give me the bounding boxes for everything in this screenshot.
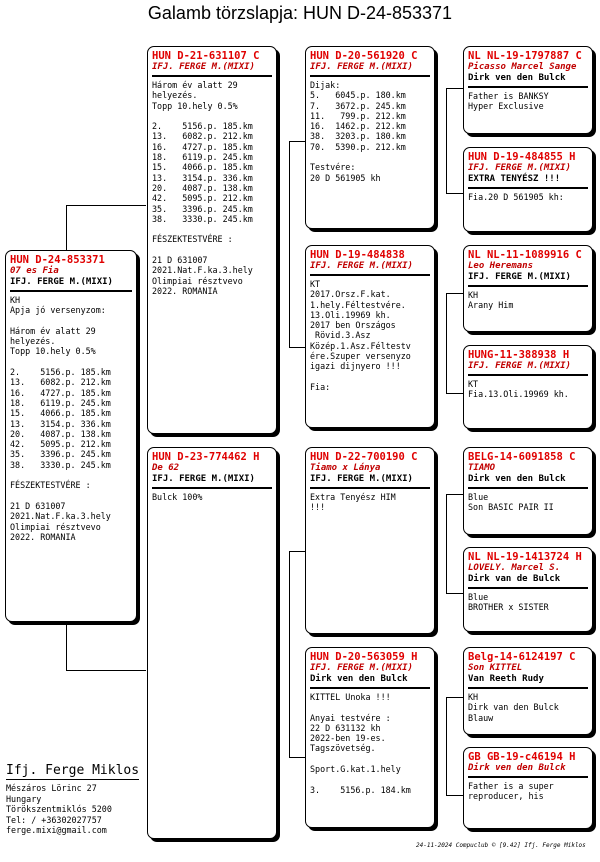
connector <box>66 205 67 251</box>
note-line: Anyai testvére : <box>310 712 391 723</box>
note-line: 16. 4727.p. 185.km <box>152 141 253 152</box>
connector <box>446 795 464 796</box>
note-line: 38. 3330.p. 245.km <box>152 213 253 224</box>
card-divider <box>468 86 588 88</box>
pedigree-card-ggp-1[interactable] <box>463 46 593 134</box>
connector <box>446 697 447 796</box>
note-line: reproducer, his <box>468 791 544 802</box>
connector <box>446 494 447 594</box>
note-line: 35. 3396.p. 245.km <box>152 203 253 214</box>
note-line: 20 D 561905 kh <box>310 172 381 183</box>
note-line: Három év alatt 29 <box>10 325 96 336</box>
ring-number: NL NL-19-1797887 C <box>468 50 582 62</box>
note-line: 21 D 631007 <box>152 255 208 266</box>
note-line: Topp 10.hely 0.5% <box>152 100 238 111</box>
breeder-divider <box>6 779 139 780</box>
ring-number: HUN D-24-853371 <box>10 254 105 266</box>
ring-number: HUN D-20-561920 C <box>310 50 418 62</box>
pedigree-card-subject[interactable] <box>5 250 137 622</box>
connector <box>446 494 464 495</box>
note-line: 11. 799.p. 212.km <box>310 110 406 121</box>
pedigree-card-sire-sire[interactable] <box>305 46 435 229</box>
ring-number: HUN D-19-484855 H <box>468 151 576 163</box>
card-notes <box>310 279 430 392</box>
pedigree-card-dam[interactable] <box>147 447 277 839</box>
note-line: Blue <box>468 492 489 502</box>
breeder-name: Ifj. Ferge Miklos <box>6 763 140 778</box>
note-line: 13.Oli.19969 kh. <box>310 309 391 320</box>
owner-name: EXTRA TENYÉSZ !!! <box>468 174 561 184</box>
note-line: 16. 1462.p. 212.km <box>310 121 406 132</box>
connector <box>66 205 146 206</box>
ring-number: NL NL-19-1413724 H <box>468 551 582 563</box>
note-line: Arany Him <box>468 300 514 311</box>
owner-name: Van Reeth Rudy <box>468 674 544 684</box>
note-line: Dirk van den Bulck <box>468 702 559 713</box>
note-line: Közép.1.Asz.Féltestv <box>310 340 411 351</box>
pedigree-card-sire[interactable] <box>147 46 277 434</box>
note-line <box>152 111 272 121</box>
note-line: ére.Szuper versenyzo <box>310 351 411 362</box>
owner-name: IFJ. FERGE M.(MIXI) <box>152 474 255 484</box>
card-notes <box>10 295 132 542</box>
note-line: 7. 3672.p. 245.km <box>310 100 406 111</box>
pigeon-name: IFJ. FERGE M.(MIXI) <box>468 163 571 173</box>
pedigree-card-ggp-7[interactable] <box>463 647 593 735</box>
note-line: 35. 3396.p. 245.km <box>10 449 111 460</box>
pigeon-name: IFJ. FERGE M.(MIXI) <box>152 62 255 72</box>
connector <box>66 670 146 671</box>
note-line: 2022. ROMANIA <box>152 285 218 296</box>
card-divider <box>310 274 430 276</box>
note-line: 18. 6119.p. 245.km <box>152 152 253 163</box>
note-line: KITTEL Unoka !!! <box>310 692 391 702</box>
note-line: 2017 ben Országos <box>310 320 396 331</box>
pigeon-name: Leo Heremans <box>468 261 534 271</box>
note-line: 15. 4066.p. 185.km <box>10 408 111 419</box>
note-line: KH <box>468 692 479 702</box>
card-notes <box>468 379 588 400</box>
breeder-info <box>6 763 139 836</box>
connector <box>66 621 67 671</box>
card-divider <box>468 285 588 287</box>
breeder-city: Törökszentmiklós 5200 <box>6 804 112 814</box>
note-line: 15. 4066.p. 185.km <box>152 162 253 173</box>
note-line: KH <box>10 295 21 305</box>
card-divider <box>310 687 430 689</box>
note-line: Hyper Exclusive <box>468 101 544 112</box>
note-line: 2022-ben 19-es. <box>310 733 386 744</box>
pedigree-card-ggp-5[interactable] <box>463 447 593 535</box>
pigeon-name: IFJ. FERGE M.(MIXI) <box>310 261 413 271</box>
card-divider <box>468 687 588 689</box>
note-line: 42. 5095.p. 212.km <box>152 193 253 204</box>
ring-number: GB GB-19-c46194 H <box>468 751 576 763</box>
pigeon-name: IFJ. FERGE M.(MIXI) <box>468 361 571 371</box>
ring-number: HUN D-23-774462 H <box>152 451 260 463</box>
note-line: Testvére: <box>310 162 356 173</box>
note-line <box>310 702 430 712</box>
note-line: 2017.Orsz.F.kat. <box>310 289 391 300</box>
card-divider <box>10 290 132 292</box>
note-line: 2021.Nat.F.ka.3.hely <box>10 511 111 522</box>
note-line: Olimpiai résztvevo <box>10 521 101 532</box>
note-line: Topp 10.hely 0.5% <box>10 346 96 357</box>
note-line <box>310 372 430 382</box>
pedigree-card-dam-dam[interactable] <box>305 647 435 828</box>
note-line: helyezés. <box>152 90 198 101</box>
note-line: KT <box>468 379 479 389</box>
note-line: 2. 5156.p. 185.km <box>10 367 111 378</box>
owner-name: Dirk van de Bulck <box>468 574 561 584</box>
owner-name: IFJ. FERGE M.(MIXI) <box>468 272 571 282</box>
pigeon-name: IFJ. FERGE M.(MIXI) <box>310 62 413 72</box>
pigeon-name: Dirk ven den Bulck <box>468 763 566 773</box>
note-line: Blue <box>468 592 489 602</box>
note-line: Olimpiai résztvevo <box>152 275 243 286</box>
connector <box>446 88 464 89</box>
pigeon-name: TIAMO <box>468 463 496 473</box>
note-line: Rövid.3.Asz <box>310 330 371 341</box>
ring-number: HUN D-21-631107 C <box>152 50 260 62</box>
card-notes <box>310 692 430 795</box>
note-line: Fia.20 D 561905 kh: <box>468 192 564 202</box>
note-line <box>152 245 272 255</box>
card-divider <box>468 187 588 189</box>
card-notes <box>310 80 430 183</box>
note-line <box>10 316 132 326</box>
owner-name: IFJ. FERGE M.(MIXI) <box>310 474 413 484</box>
card-notes <box>310 492 430 513</box>
connector <box>446 193 464 194</box>
ring-number: HUN D-22-700190 C <box>310 451 418 463</box>
note-line: KH <box>468 290 479 300</box>
note-line: 38. 3330.p. 245.km <box>10 459 111 470</box>
note-line: 16. 4727.p. 185.km <box>10 387 111 398</box>
note-line: Három év alatt 29 <box>152 80 238 90</box>
note-line: Extra Tenyész HIM <box>310 492 396 502</box>
connector <box>446 293 464 294</box>
note-line: 1.hely.Féltestvére. <box>310 299 406 310</box>
note-line: 2022. ROMANIA <box>10 531 76 542</box>
note-line: FÉSZEKTESTVÉRE : <box>10 480 91 491</box>
note-line <box>310 774 430 784</box>
note-line: Blauw <box>468 712 494 723</box>
note-line: Fia.13.Oli.19969 kh. <box>468 389 569 400</box>
card-notes <box>468 781 588 802</box>
card-divider <box>152 487 272 489</box>
note-line: 13. 6082.p. 212.km <box>10 377 111 388</box>
connector <box>289 551 290 758</box>
connector <box>446 293 447 394</box>
note-line <box>310 152 430 162</box>
note-line: 20. 4087.p. 138.km <box>10 428 111 439</box>
note-line: 5. 6045.p. 180.km <box>310 90 406 101</box>
note-line: Bulck 100% <box>152 492 203 502</box>
note-line: Father is BANKSY <box>468 91 549 101</box>
breeder-phone: Tel: / +36302027757 <box>6 814 102 825</box>
ring-number: BELG-14-6091858 C <box>468 451 576 463</box>
card-notes <box>468 192 588 202</box>
note-line: 22 D 631132 kh <box>310 722 381 733</box>
breeder-email[interactable]: ferge.mixi@gmail.com <box>6 825 107 835</box>
note-line <box>10 357 132 367</box>
note-line: 18. 6119.p. 245.km <box>10 397 111 408</box>
note-line: KT <box>310 279 321 289</box>
note-line: 13. 3154.p. 336.km <box>152 172 253 183</box>
pedigree-card-ggp-4[interactable] <box>463 345 593 429</box>
breeder-address: Mészáros Lörinc 27 <box>6 783 97 793</box>
note-line: Tagszövetség. <box>310 743 376 754</box>
note-line: Fia: <box>310 381 331 392</box>
note-line <box>152 224 272 234</box>
card-notes <box>468 290 588 311</box>
pedigree-card-sire-dam[interactable] <box>305 245 435 428</box>
card-notes <box>152 492 272 502</box>
connector <box>446 393 464 394</box>
page-title: Galamb törzslapja: HUN D-24-853371 <box>147 3 453 23</box>
note-line: Dijak: <box>310 80 341 90</box>
pigeon-name: LOVELY. Marcel S. <box>468 563 561 573</box>
connector <box>289 141 290 348</box>
card-notes <box>468 492 588 513</box>
owner-name: Dirk ven den Bulck <box>468 73 566 83</box>
note-line: 20. 4087.p. 138.km <box>152 182 253 193</box>
note-line: 2021.Nat.F.ka.3.hely <box>152 265 253 276</box>
card-divider <box>310 487 430 489</box>
card-notes <box>152 80 272 296</box>
note-line: !!! <box>310 502 326 513</box>
note-line: BROTHER x SISTER <box>468 602 549 613</box>
note-line <box>310 754 430 764</box>
breeder-country: Hungary <box>6 793 42 804</box>
note-line: 70. 5390.p. 212.km <box>310 141 406 152</box>
note-line: 13. 6082.p. 212.km <box>152 131 253 142</box>
card-divider <box>310 75 430 77</box>
card-divider <box>468 776 588 778</box>
pedigree-card-dam-sire[interactable] <box>305 447 435 634</box>
note-line <box>10 491 132 501</box>
pigeon-name: Tiamo x Lánya <box>310 463 381 473</box>
pigeon-name: Son KITTEL <box>468 663 523 673</box>
pedigree-card-ggp-2[interactable] <box>463 147 593 232</box>
pigeon-name: De 62 <box>152 463 180 473</box>
pedigree-card-ggp-8[interactable] <box>463 747 593 829</box>
note-line: 42. 5095.p. 212.km <box>10 439 111 450</box>
connector <box>446 593 464 594</box>
owner-name: Dirk ven den Bulck <box>310 674 408 684</box>
note-line <box>10 470 132 480</box>
card-notes <box>468 592 588 613</box>
ring-number: Belg-14-6124197 C <box>468 651 576 663</box>
footer-credit: 24-11-2024 Compuclub © [9.42] Ifj. Ferge Miklos <box>416 842 586 849</box>
note-line: Apja jó versenyzom: <box>10 305 106 316</box>
note-line: Sport.G.kat.1.hely <box>310 764 401 775</box>
connector <box>446 88 447 194</box>
note-line: 21 D 631007 <box>10 500 66 511</box>
pigeon-name: 07 es Fia <box>10 266 59 276</box>
note-line: helyezés. <box>10 336 56 347</box>
card-divider <box>468 487 588 489</box>
ring-number: NL NL-11-1089916 C <box>468 249 582 261</box>
card-notes <box>468 91 588 112</box>
owner-name: Dirk ven den Bulck <box>468 474 566 484</box>
owner-name: IFJ. FERGE M.(MIXI) <box>10 277 113 287</box>
note-line: Father is a super <box>468 781 554 791</box>
pigeon-name: IFJ. FERGE M.(MIXI) <box>310 663 413 673</box>
note-line: FÉSZEKTESTVÉRE : <box>152 234 233 245</box>
pedigree-card-ggp-3[interactable] <box>463 245 593 332</box>
note-line: 3. 5156.p. 184.km <box>310 784 411 795</box>
note-line: Son BASIC PAIR II <box>468 502 554 513</box>
pedigree-card-ggp-6[interactable] <box>463 547 593 632</box>
card-notes <box>468 692 588 723</box>
card-divider <box>468 374 588 376</box>
ring-number: HUN D-20-563059 H <box>310 651 418 663</box>
note-line: 13. 3154.p. 336.km <box>10 418 111 429</box>
note-line: 38. 3203.p. 180.km <box>310 131 406 142</box>
card-divider <box>152 75 272 77</box>
pigeon-name: Picasso Marcel Sange <box>468 62 577 72</box>
note-line: 2. 5156.p. 185.km <box>152 121 253 132</box>
ring-number: HUN D-19-484838 <box>310 249 405 261</box>
connector <box>446 697 464 698</box>
card-divider <box>468 587 588 589</box>
ring-number: HUNG-11-388938 H <box>468 349 570 361</box>
note-line: igazi dijnyero !!! <box>310 361 401 372</box>
